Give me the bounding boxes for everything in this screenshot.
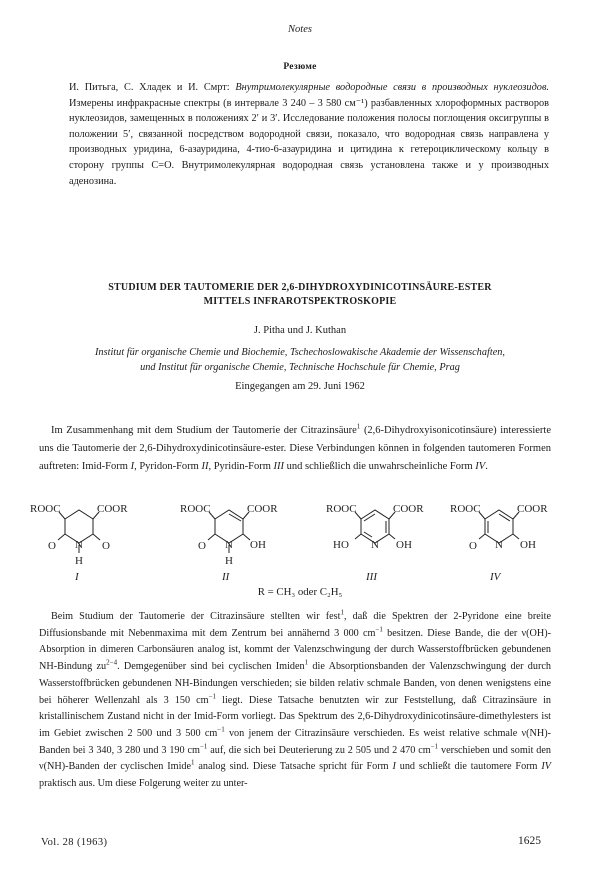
body-text: praktisch aus. Um diese Folgerung weiter zu unter- (39, 778, 248, 790)
body-text: Beim Studium der Tautomerie der Citrazinsäure stellten wir fest (51, 611, 341, 622)
body-text: verschieben und somit den ν(NH)-Banden der cyclischen Imide (39, 744, 551, 773)
affiliation-line-2: und Institut für organische Chemie, Technische Hochschule für Chemie, Prag (140, 361, 460, 373)
body-text: von jenem der Citrazinsäure verschieden. Es weist relative schmale ν(NH)-Banden bei 3 340, 3 280 und 3 190 cm (39, 727, 551, 756)
unit-exponent: −1 (208, 692, 217, 701)
article-affiliation (52, 346, 548, 375)
resume-abstract (69, 80, 549, 189)
atom-o: O (469, 540, 477, 552)
atom-n: N (75, 539, 83, 551)
received-date: Eingegangen am 29. Juni 1962 (235, 381, 365, 392)
structure-label: IV (490, 571, 501, 583)
unit-exponent: −1 (217, 725, 225, 734)
atom-o: O (198, 540, 206, 552)
atom-n: N (495, 539, 503, 551)
body-text: liegt. Diese Tatsache benutzten wir zur Feststellung, daß Citrazinsäure in kristallinischem Zustand nicht in der Imid-Form vorliegt. Das Spektrum des 2,6-Dihydroxydinicotinsäure-dimethylesters ist im Gebiet zwischen 2 500 und 3 500 cm (39, 694, 552, 739)
article-title-line-1: STUDIUM DER TAUTOMERIE DER 2,6-DIHYDROXYDINICOTINSÄURE-ESTER (108, 282, 492, 293)
reference-marker: 1 (304, 658, 309, 667)
form-label: I (392, 761, 396, 773)
article-authors: J. Pitha und J. Kuthan (253, 325, 347, 336)
intro-text: Im Zusammenhang mit dem Studium der Tautomerie der Citrazinsäure (51, 425, 357, 436)
atom-n: N (225, 539, 233, 551)
group-rooc: ROOC (180, 503, 211, 515)
form-label: IV (475, 461, 486, 473)
article-title (55, 281, 545, 309)
body-text: die Absorptionsbanden der Valenzschwingung der durch Wasserstoffbrücken gebundenen NH-Bindungen verschieden; sie bilden relativ schmale Banden, von denen wenigstens eine bei höherer Wellenzahl als 3 150 cm (39, 661, 551, 706)
atom-h: H (225, 555, 233, 567)
resume-title: Внутримолекулярные водородные связи в производных нуклеозидов. (235, 82, 549, 93)
reference-marker: 1 (191, 758, 195, 767)
structure-label: III (366, 571, 377, 583)
group-rooc: ROOC (326, 503, 357, 515)
intro-text: , Pyridon-Form (134, 461, 202, 473)
intro-text: . (485, 461, 488, 473)
body-text: analog sind. Diese Tatsache spricht für Form (194, 761, 393, 773)
structure-formulas (24, 497, 564, 585)
intro-text: , Pyridin-Form (208, 461, 274, 473)
body-text: auf, die sich bei Deuterierung zu 2 505 und 2 470 cm (207, 744, 431, 756)
atom-h: H (75, 555, 83, 567)
substituent-definition: R = CH₃ oder C₂H₅ (257, 586, 343, 598)
body-text: und schließt die tautomere Form (395, 761, 542, 773)
main-paragraph (39, 609, 551, 793)
form-label: I (130, 461, 135, 473)
unit-exponent: −1 (199, 742, 208, 751)
group-coor: COOR (393, 503, 424, 515)
structure-label: I (75, 571, 79, 583)
atom-o: O (102, 540, 110, 552)
article-title-line-2: MITTELS INFRAROTSPEKTROSKOPIE (203, 296, 397, 307)
footer-volume: Vol. 28 (1963) (41, 837, 108, 848)
atom-n: N (371, 539, 379, 551)
group-coor: COOR (247, 503, 278, 515)
group-rooc: ROOC (30, 503, 61, 515)
reference-marker: 2−4 (106, 658, 118, 667)
intro-paragraph (39, 422, 551, 477)
group-ho: HO (333, 539, 349, 551)
reference-marker: 1 (340, 608, 344, 617)
group-oh: OH (250, 539, 266, 551)
affiliation-line-1: Institut für organische Chemie und Biochemie, Tschechoslowakische Akademie der Wissenschaften, (95, 347, 505, 358)
body-text: , daß die Spektren der 2-Pyridone eine breite Diffusionsbande mit Nebenmaxima mit dem Zentrum bei annähernd 3 000 cm (39, 611, 551, 639)
resume-text: Измерены инфракрасные спектры (в интервале 3 240 – 3 580 см⁻¹) разбавленных хлороформных растворов нуклеозидов, замещенных в положениях 2′ и 3′. Исследование положения полосы поглощения оксигруппы в положении 5′, связанной посредством водородной связи, показало, что водородная связь направлена у производных уридина, 6-азауридина, 4-тио-6-азауридина и цитидина к гетероциклическому кольцу в сторону группы C=O. Внутримолекулярная водородная связь установлена также и у производных аденозина. (69, 97, 549, 187)
structure-label: II (222, 571, 230, 583)
group-coor: COOR (517, 503, 548, 515)
body-text: besitzen. Diese Bande, die der ν(OH)-Absorption in dimeren Carbonsäuren analog ist, kommt der Valenzschwingung der durch Wasserstoffbrücken gebundenen NH-Bindung zu (39, 627, 551, 673)
resume-authors: И. Питьга, С. Хладек и И. Смрт: (69, 82, 230, 93)
unit-exponent: −1 (430, 742, 439, 751)
unit-exponent: −1 (375, 625, 383, 634)
intro-text: (2,6-Dihydroxyisonicotinsäure) interessierte uns die Tautomerie der 2,6-Dihydroxydinicotinsäure-ester. Diese Verbindungen können in folgenden tautomeren Formen auftreten: Imid-Form (39, 425, 551, 473)
resume-heading: Резюме (283, 62, 317, 72)
group-rooc: ROOC (450, 503, 481, 515)
running-head: Notes (288, 24, 312, 35)
atom-o: O (48, 540, 56, 552)
page-number: 1625 (518, 835, 541, 847)
form-label: II (201, 461, 209, 473)
group-oh: OH (396, 539, 412, 551)
group-coor: COOR (97, 503, 128, 515)
body-text: . Demgegenüber sind bei cyclischen Imiden (117, 661, 305, 673)
group-oh: OH (520, 539, 536, 551)
form-label: IV (541, 761, 551, 773)
form-label: III (273, 461, 284, 473)
tautomer-structures (24, 497, 564, 585)
reference-marker: 1 (356, 422, 361, 431)
intro-text: und schließlich die unwahrscheinliche Form (284, 461, 476, 473)
